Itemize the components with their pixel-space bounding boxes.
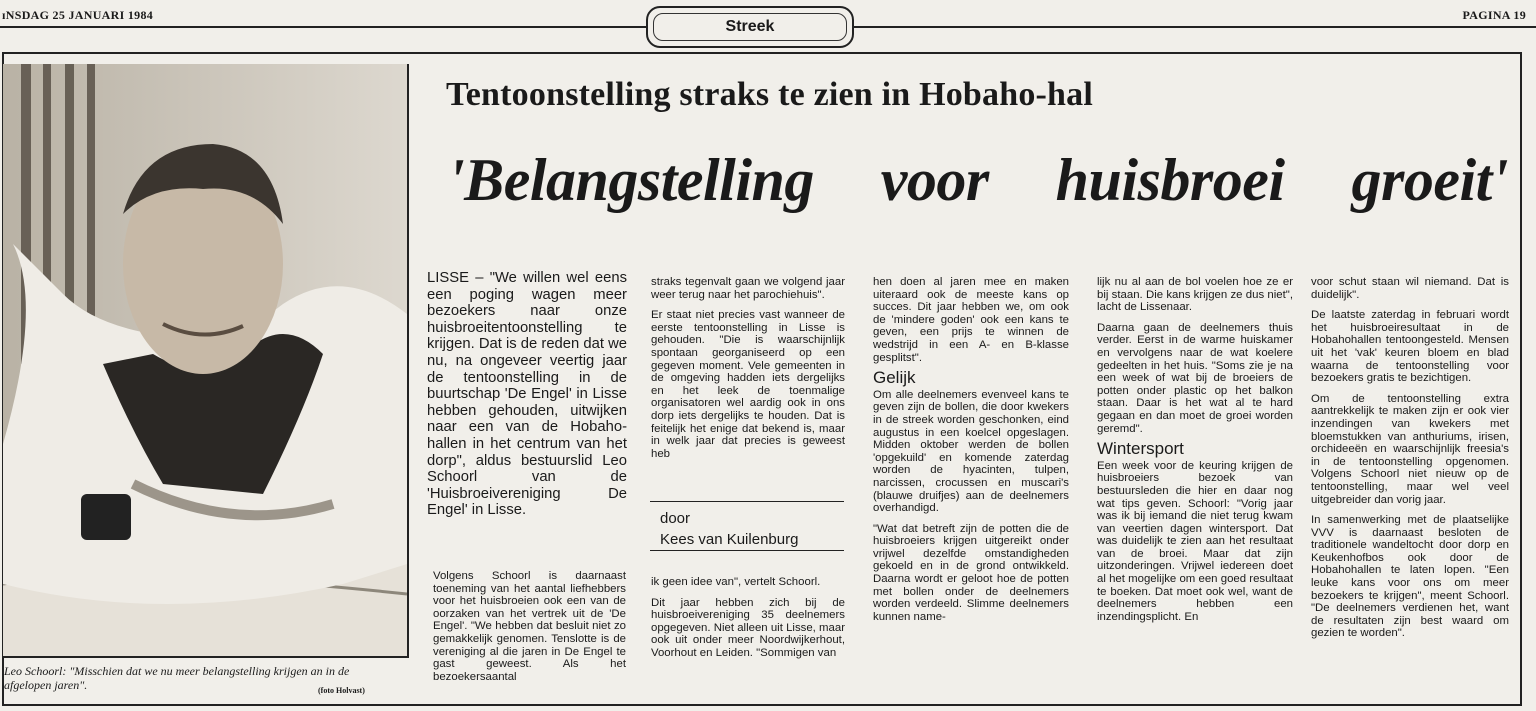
subhead-gelijk: Gelijk: [873, 368, 916, 388]
column-2-bottom: ik geen idee van", vertelt Schoorl. Dit jaar hebben zich bij de huisbroeivereniging 35 deelnemers opgegeven. Niet alleen uit Lisse, maar ook uit onder meer Noordwijkerhout, Voorhout en Leiden. "Sommigen van: [651, 576, 845, 659]
section-label: Streek: [646, 6, 854, 48]
column-2-top: straks tegenvalt gaan we volgend jaar weer terug naar het parochiehuis". Er staat niet precies vast wanneer de eerste tentoonstelling in Lisse is gehouden. "Die is waarschijnlijk spontaan georganiseerd op een gegeven moment. Vele gemeenten in de omgeving hadden iets dergelijks en het leek de toenmalige organisatoren wel aardig ook in ons dorp iets dergelijks te houden. Dat is feitelijk het enige dat bekend is, maar in welk jaar dat precies is geweest heb: [651, 276, 845, 460]
column-4: lijk nu al aan de bol voelen hoe ze er bij staan. Die kans krijgen ze dus niet", lacht de Lissenaar. Daarna gaan de deelnemers thuis verder. Eerst in de warme huiskamer en vervolgens naar de wat koelere gedeelten in het huis. "Soms zie je na een week of wat bij de broeiers de potten onder plastic op het balkon staan. Daar is het wat al te hard gegaan en dan moet de groei worden geremd". Wintersport Een week voor de keuring krijgen de huisbroeiers bezoek van bestuursleden die hier en daar nog wat tips geven. Schoorl: "Vorig jaar was ik bij iemand die niet terug kwam van veertien dagen wintersport. Dat was duidelijk te zien aan het resultaat van de broei. Maar dat zijn uitzonderingen. Vrijwel iedereen doet al het mogelijke om een goed resultaat te boeken. Dat moet ook wel, want de deelnemers hebben een inzendingsplicht. En: [1097, 276, 1293, 623]
page-number: PAGINA 19: [1462, 8, 1526, 22]
headline-word: groeit': [1351, 147, 1508, 213]
byline-author: Kees van Kuilenburg: [660, 531, 799, 548]
headline-word: huisbroei: [1055, 147, 1285, 213]
byline: [650, 501, 844, 551]
lead-paragraph: LISSE – "We willen wel eens een poging wagen meer bezoekers naar onze huisbroeitentoonstelling te krijgen. Dat is de reden dat we nu, na ongeveer veertig jaar de tentoonstelling in de buurtschap 'De Engel' in Lisse hebben gehouden, uitwijken naar een van de Hobaho-hallen in het centrum van het dorp", aldus bestuurslid Leo Schoorl van de 'Huisbroeivereniging De Engel' in Lisse.: [427, 270, 627, 519]
kicker-headline: Tentoonstelling straks te zien in Hobaho-hal: [446, 76, 1094, 113]
portrait-photo: [3, 64, 409, 658]
issue-date: ɪNSDAG 25 JANUARI 1984: [2, 8, 154, 22]
byline-door: door: [660, 510, 691, 527]
column-1-bottom: Volgens Schoorl is daarnaast toeneming van het aantal liefhebbers voor het huisbroeien ook een van de oorzaken van het vertrek uit de 'De Engel'. "We hebben dat besluit niet zo gemakkelijk genomen. Tenslotte is de vereniging al die jaren in De Engel te gast geweest. Als het bezoekersaantal: [433, 570, 626, 683]
column-3: hen doen al jaren mee en maken uiteraard ook de meeste kans op succes. Dit jaar hebben we, om ook de 'mindere goden' ook een kans te geven, een prijs te winnen de wedstrijd in een A- en B-klasse gesplitst". Gelijk Om alle deelnemers evenveel kans te geven zijn de bollen, die door kwekers in de streek worden geschonken, eind augustus in een koelcel opgeslagen. Midden oktober werden de bollen 'opgekuild' en komende zaterdag worden de hyacinten, tulpen, narcissen, crocussen en muscari's (blauwe druifjes) aan de deelnemers overhandigd. "Wat dat betreft zijn de potten die de huisbroeiers krijgen uitgereikt onder vrijwel dezelfde omstandigheden gekoeld en in de grond ontwikkeld. Daarna wordt er geloot hoe de potten met bollen onder de deelnemers worden verdeeld. Slimme deelnemers kunnen name-: [873, 276, 1069, 623]
column-5: voor schut staan wil niemand. Dat is duidelijk". De laatste zaterdag in februari wordt het huisbroeiresultaat in de Hobahohallen tentoongesteld. Mensen uit het 'vak' keuren bloem en blad waarna de tentoonstelling voor bezoekers gratis te bezichtigen. Om de tentoonstelling extra aantrekkelijk te maken zijn er ook vier inzendingen van kwekers met bloemstukken van anthuriums, irisen, orchideeën en waarschijnlijk freesia's in de tentoonstelling opgenomen. Volgens Schoorl niet nieuw op de tentoonstelling, maar wel veel uitgebreider dan vorig jaar. In samenwerking met de plaatselijke VVV is daarnaast besloten de traditionele wandeltocht door dorp en Keukenhofbos ook door de Hobahohallen te laten lopen. "Een leuke kans voor ons om meer bezoekers te krijgen", meent Schoorl. "De deelnemers verdienen het, want de resultaten zijn best waard om gezien te worden".: [1311, 276, 1509, 640]
portrait-illustration: [3, 64, 407, 656]
headline-word: voor: [880, 147, 989, 213]
photo-credit: (foto Holvast): [318, 686, 365, 695]
headline-word: 'Belangstelling: [448, 147, 814, 213]
subhead-wintersport: Wintersport: [1097, 439, 1184, 459]
main-headline: [448, 146, 1508, 215]
photo-caption: Leo Schoorl: "Misschien dat we nu meer belangstelling krijgen an in de afgelopen jaren".: [4, 664, 350, 692]
